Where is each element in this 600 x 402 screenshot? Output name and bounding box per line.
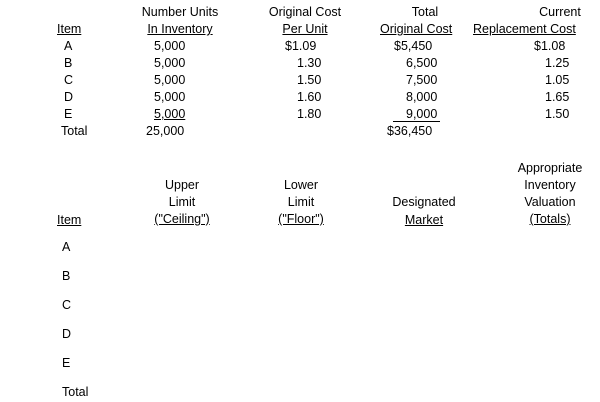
header-total-line2: Original Cost [380,22,453,36]
header-repl-line2: Replacement Cost [473,22,576,36]
header-units-line1: Number Units [141,5,219,19]
row-e-total: 9,000 [406,107,438,121]
header-lower-line2: Limit [287,195,315,209]
header-market-line2: Market [404,213,444,227]
table2-row-d: D [62,327,72,341]
row-e-repl: 1.50 [545,107,570,121]
total-label: Total [61,124,88,138]
header-upper-line2: Limit [168,195,196,209]
header-val-line1: Appropriate [517,161,583,175]
row-d-repl: 1.65 [545,90,570,104]
row-a-repl: $1.08 [534,39,566,53]
row-d-units: 5,000 [154,90,186,104]
row-b-cost: 1.30 [297,56,322,70]
table2-row-e: E [62,356,71,370]
row-e-cost: 1.80 [297,107,322,121]
row-a-item: A [64,39,73,53]
header-market-line1: Designated [392,195,456,209]
total-units: 25,000 [146,124,185,138]
table2-row-c: C [62,298,72,312]
row-a-total: $5,450 [394,39,433,53]
header-lower-line1: Lower [283,178,319,192]
row-b-units: 5,000 [154,56,186,70]
total-column-underline [393,121,440,122]
header-item: Item [57,22,82,36]
header-upper-line1: Upper [164,178,200,192]
header-total-line1: Total [411,5,439,19]
row-d-total: 8,000 [406,90,438,104]
header-repl-line1: Current [539,5,581,19]
header-cost-line1: Original Cost [268,5,342,19]
table2-row-total: Total [62,385,89,399]
row-a-units: 5,000 [154,39,186,53]
row-c-repl: 1.05 [545,73,570,87]
table2-header-item: Item [57,213,82,227]
header-cost-line2: Per Unit [282,22,328,36]
row-e-item: E [64,107,73,121]
row-b-repl: 1.25 [545,56,570,70]
table2-row-a: A [62,240,71,254]
row-c-item: C [64,73,74,87]
row-c-units: 5,000 [154,73,186,87]
header-units-line2: In Inventory [147,22,213,36]
row-d-cost: 1.60 [297,90,322,104]
row-b-total: 6,500 [406,56,438,70]
header-val-line4: (Totals) [529,212,571,226]
row-a-cost: $1.09 [285,39,317,53]
row-b-item: B [64,56,73,70]
row-c-total: 7,500 [406,73,438,87]
row-c-cost: 1.50 [297,73,322,87]
header-val-line3: Valuation [524,195,576,209]
table2-row-b: B [62,269,71,283]
total-original-cost: $36,450 [387,124,433,138]
row-d-item: D [64,90,74,104]
row-e-units: 5,000 [154,107,186,121]
header-upper-line3: ("Ceiling") [154,212,210,226]
header-lower-line3: ("Floor") [278,212,324,226]
header-val-line2: Inventory [524,178,576,192]
